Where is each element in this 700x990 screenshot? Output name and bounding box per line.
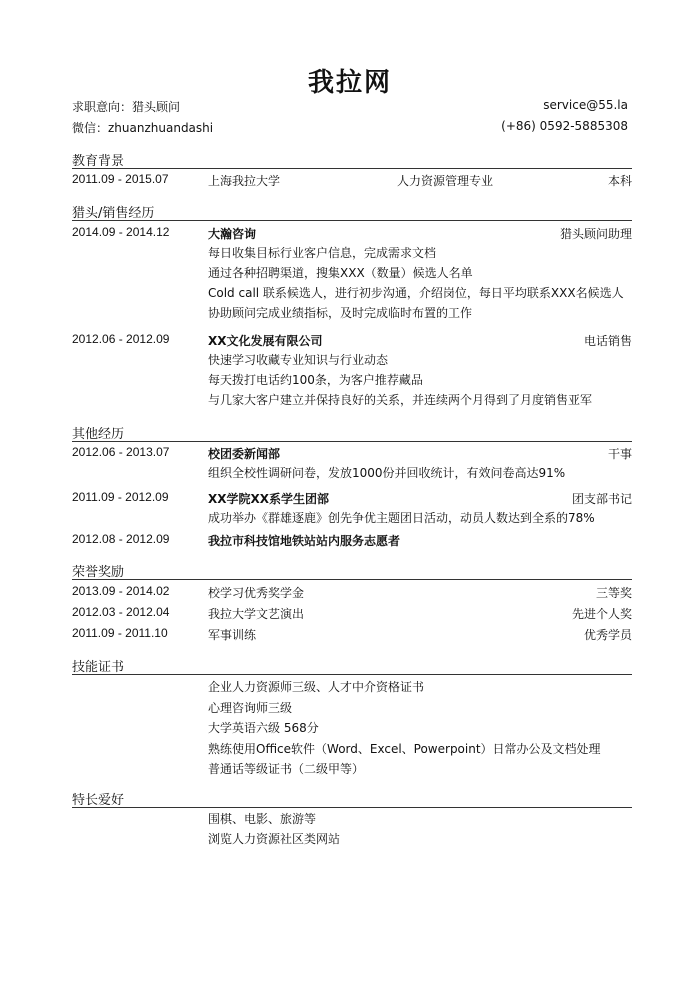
other-detail-line: 组织全校性调研问卷，发放1000份并回收统计，有效问卷高达91% xyxy=(208,466,566,480)
skill-item: 普通话等级证书（二级甲等） xyxy=(208,762,365,776)
section-divider xyxy=(72,220,632,221)
section-title-work: 猎头/销售经历 xyxy=(72,206,155,221)
email-text: service@55.la xyxy=(543,98,628,112)
award-name: 军事训练 xyxy=(208,628,257,642)
award-name: 校学习优秀奖学金 xyxy=(208,586,305,600)
education-school: 上海我拉大学 xyxy=(208,174,281,188)
work-item xyxy=(72,225,632,245)
other-date: 2012.08 - 2012.09 xyxy=(72,532,170,546)
other-role: 干事 xyxy=(607,447,632,461)
other-item xyxy=(72,532,632,552)
award-date: 2011.09 - 2011.10 xyxy=(72,626,168,640)
work-org: 大瀚咨询 xyxy=(208,227,257,241)
skill-item: 企业人力资源师三级、人才中介资格证书 xyxy=(208,680,425,694)
award-level: 三等奖 xyxy=(595,586,632,600)
phone-text: (+86) 0592-5885308 xyxy=(501,119,628,133)
award-row xyxy=(72,605,632,625)
other-details xyxy=(208,463,565,483)
work-detail-line: 每天拨打电话约100条，为客户推荐藏品 xyxy=(208,373,423,387)
other-org: 我拉市科技馆地铁站站内服务志愿者 xyxy=(208,534,401,548)
wechat-text: 微信：zhuanzhuandashi xyxy=(72,121,214,135)
contact-row-2 xyxy=(72,119,628,139)
section-divider xyxy=(72,168,632,169)
work-details xyxy=(208,350,592,410)
award-row xyxy=(72,626,632,646)
other-org: 校团委新闻部 xyxy=(208,447,281,461)
other-details xyxy=(208,508,595,528)
award-date: 2012.03 - 2012.04 xyxy=(72,605,170,619)
work-detail-line: Cold call 联系候选人，进行初步沟通，介绍岗位，每日平均联系XXX名候选人 xyxy=(208,286,624,300)
section-divider xyxy=(72,441,632,442)
work-item xyxy=(72,332,632,352)
award-level: 优秀学员 xyxy=(583,628,632,642)
job-intention: 求职意向：猎头顾问 xyxy=(72,100,181,114)
education-major: 人力资源管理专业 xyxy=(397,174,494,188)
section-title-awards: 荣誉奖励 xyxy=(72,565,125,580)
other-detail-line: 成功举办《群雄逐鹿》创先争优主题团日活动，动员人数达到全系的78% xyxy=(208,511,595,525)
contact-row-1 xyxy=(72,98,628,118)
award-level: 先进个人奖 xyxy=(571,607,632,621)
other-org: XX学院XX系学生团部 xyxy=(208,492,330,506)
hobby-item: 浏览人力资源社区类网站 xyxy=(208,832,341,846)
other-role: 团支部书记 xyxy=(571,492,632,506)
section-divider xyxy=(72,674,632,675)
award-date: 2013.09 - 2014.02 xyxy=(72,584,170,598)
work-role: 电话销售 xyxy=(583,334,632,348)
section-title-other: 其他经历 xyxy=(72,427,125,442)
work-detail-line: 协助顾问完成业绩指标，及时完成临时布置的工作 xyxy=(208,306,473,320)
education-degree: 本科 xyxy=(607,174,632,188)
award-name: 我拉大学文艺演出 xyxy=(208,607,305,621)
award-row xyxy=(72,584,632,604)
other-item xyxy=(72,445,632,465)
education-row xyxy=(72,172,632,192)
work-detail-line: 每日收集目标行业客户信息，完成需求文档 xyxy=(208,246,437,260)
work-role: 猎头顾问助理 xyxy=(559,227,632,241)
education-date: 2011.09 - 2015.07 xyxy=(72,172,169,186)
other-date: 2011.09 - 2012.09 xyxy=(72,490,169,504)
work-org: XX文化发展有限公司 xyxy=(208,334,323,348)
skill-item: 大学英语六级 568分 xyxy=(208,721,319,735)
section-title-hobbies: 特长爱好 xyxy=(72,793,125,808)
hobbies-list xyxy=(208,809,340,849)
work-details xyxy=(208,243,624,323)
resume-name: 我拉网 xyxy=(307,68,392,98)
work-detail-line: 通过各种招聘渠道，搜集XXX（数量）候选人名单 xyxy=(208,266,473,280)
work-detail-line: 与几家大客户建立并保持良好的关系，并连续两个月得到了月度销售亚军 xyxy=(208,393,593,407)
work-detail-line: 快速学习收藏专业知识与行业动态 xyxy=(208,353,389,367)
other-item xyxy=(72,490,632,510)
section-title-skills: 技能证书 xyxy=(72,660,125,675)
section-title-education: 教育背景 xyxy=(72,154,125,169)
other-date: 2012.06 - 2013.07 xyxy=(72,445,170,459)
work-date: 2014.09 - 2014.12 xyxy=(72,225,170,239)
section-divider xyxy=(72,807,632,808)
skill-item: 熟练使用Office软件（Word、Excel、Powerpoint）日常办公及文档处理 xyxy=(208,741,601,756)
hobby-item: 围棋、电影、旅游等 xyxy=(208,812,317,826)
work-date: 2012.06 - 2012.09 xyxy=(72,332,170,346)
section-divider xyxy=(72,579,632,580)
skills-list xyxy=(208,677,601,780)
skill-item: 心理咨询师三级 xyxy=(208,700,293,715)
